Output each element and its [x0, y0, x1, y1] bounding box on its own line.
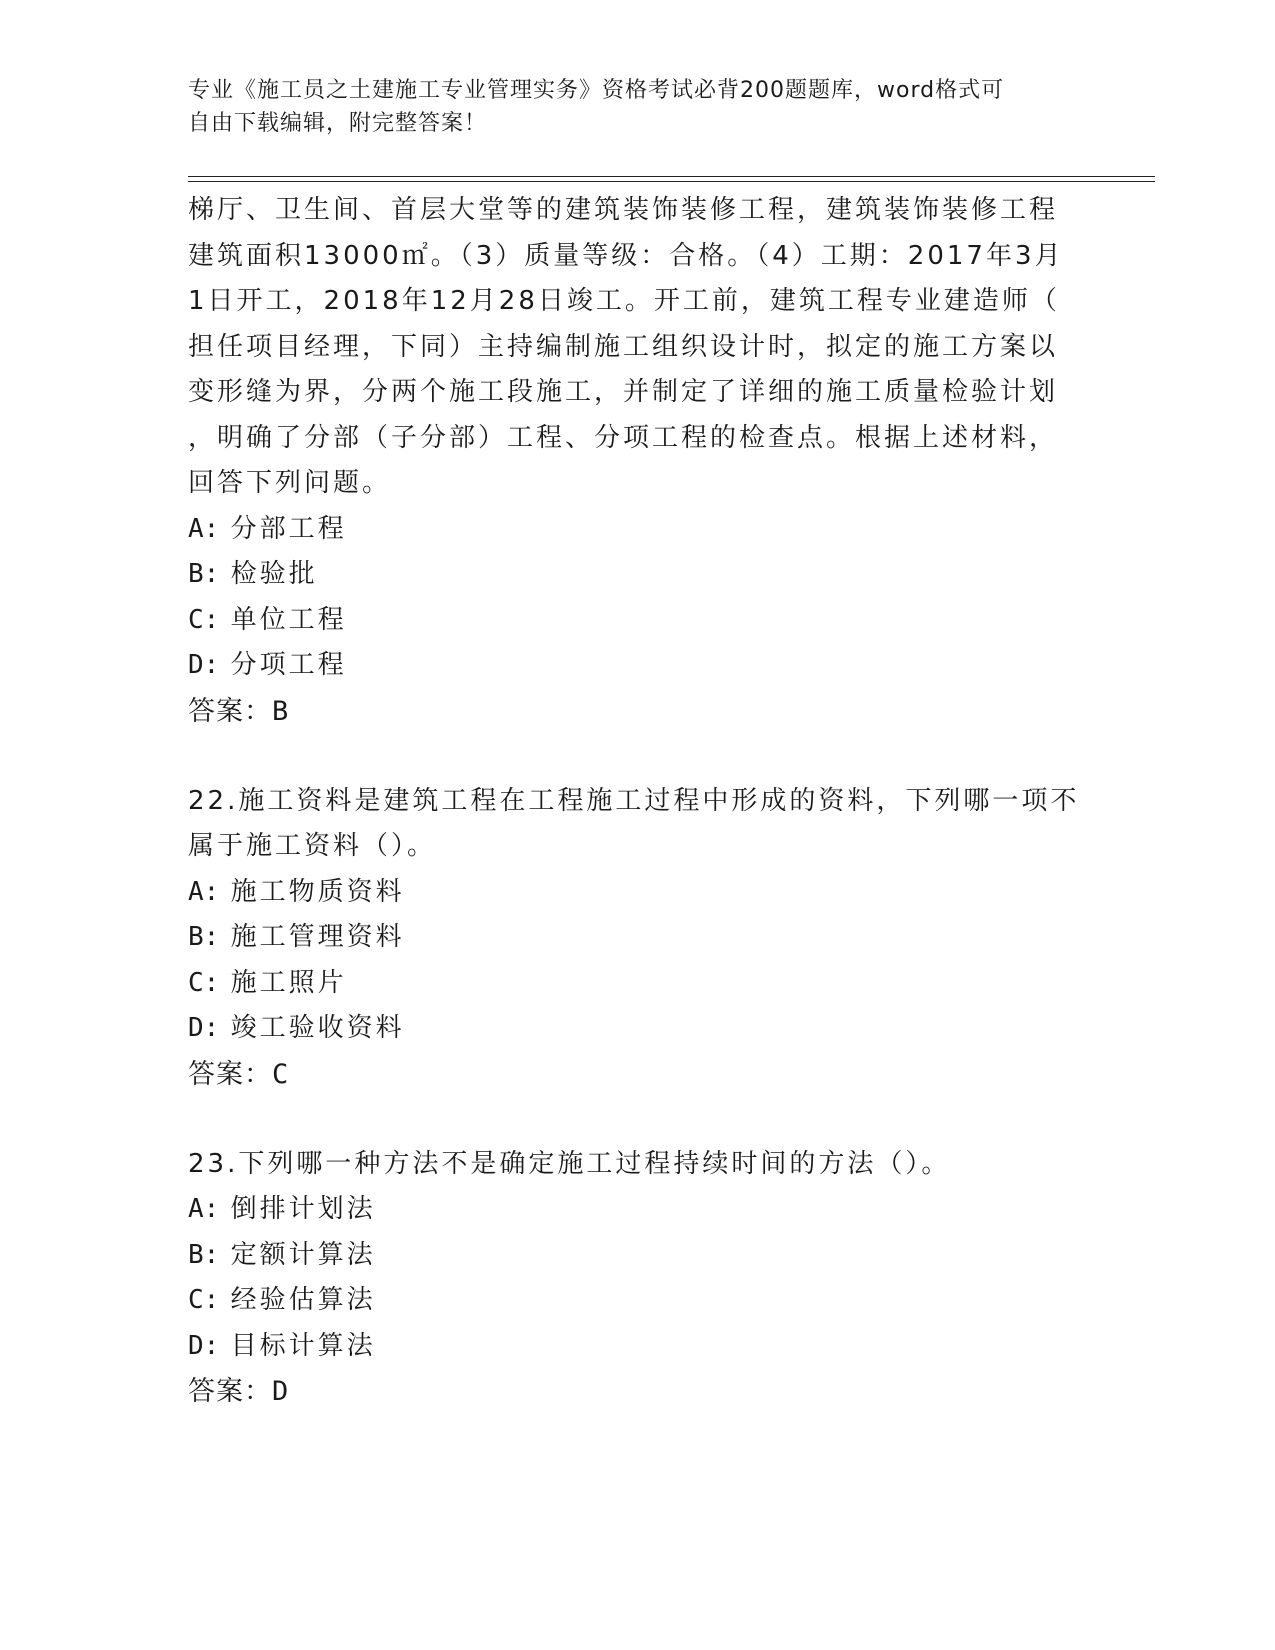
header-rule-bottom	[188, 181, 1155, 182]
question-23-option-a	[188, 1187, 1138, 1233]
option-text: 经验估算法	[230, 1285, 376, 1315]
question-22-option-b	[188, 915, 1138, 961]
document-header	[188, 74, 1088, 140]
question-content	[188, 188, 1138, 1415]
option-text: 施工物质资料	[230, 876, 405, 907]
question-21-option-a	[188, 507, 1138, 553]
question-spacer	[188, 1098, 1138, 1142]
option-letter: C:	[188, 604, 220, 635]
option-text: 检验批	[230, 559, 318, 589]
answer-value: D	[272, 1376, 290, 1407]
option-letter: A:	[188, 876, 220, 907]
question-22-option-d	[188, 1006, 1138, 1052]
option-text: 倒排计划法	[230, 1194, 376, 1224]
option-text: 施工照片	[230, 967, 347, 998]
header-rule-top	[188, 176, 1155, 177]
option-letter: D:	[188, 1330, 220, 1361]
question-21	[188, 188, 1138, 735]
question-23-option-c	[188, 1278, 1138, 1324]
option-text: 分项工程	[230, 650, 347, 680]
question-21-stem-line-3: 1日开工，2018年12月28日竣工。开工前，建筑工程专业建造师（	[188, 286, 1060, 316]
option-text: 施工管理资料	[230, 922, 405, 952]
option-letter: D:	[188, 650, 220, 680]
answer-label: 答案：	[188, 695, 272, 727]
question-21-stem-line-2: 建筑面积13000㎡。（3）质量等级：合格。（4）工期：2017年3月	[188, 240, 1064, 271]
option-letter: C:	[188, 1285, 220, 1315]
question-22	[188, 779, 1138, 1098]
option-text: 单位工程	[230, 604, 347, 635]
question-21-stem-line-4: 担任项目经理，下同）主持编制施工组织设计时，拟定的施工方案以	[188, 331, 1059, 362]
question-23-option-d	[188, 1324, 1138, 1370]
answer-label: 答案：	[188, 1376, 272, 1407]
option-text: 目标计算法	[230, 1330, 376, 1361]
answer-value: B	[272, 695, 290, 727]
question-22-answer	[188, 1052, 1138, 1098]
question-21-option-c	[188, 598, 1138, 644]
question-23	[188, 1142, 1138, 1416]
option-letter: C:	[188, 967, 220, 998]
question-23-answer	[188, 1369, 1138, 1415]
question-23-stem-line-1: 23.下列哪一种方法不是确定施工过程持续时间的方法（）。	[188, 1148, 951, 1179]
option-text: 定额计算法	[230, 1239, 376, 1270]
question-21-stem-line-5: 变形缝为界，分两个施工段施工，并制定了详细的施工质量检验计划	[188, 377, 1059, 407]
question-23-option-b	[188, 1233, 1138, 1279]
option-letter: D:	[188, 1013, 220, 1043]
option-letter: A:	[188, 513, 220, 544]
question-22-stem-line-1: 22.施工资料是建筑工程在工程施工过程中形成的资料，下列哪一项不	[188, 785, 1080, 816]
option-letter: B:	[188, 559, 220, 589]
question-21-answer	[188, 689, 1138, 735]
question-spacer	[188, 735, 1138, 779]
question-21-stem-line-6: ，明确了分部（子分部）工程、分项工程的检查点。根据上述材料，	[188, 422, 1059, 453]
option-letter: A:	[188, 1194, 220, 1224]
option-letter: B:	[188, 922, 220, 952]
option-text: 分部工程	[230, 513, 347, 544]
option-letter: B:	[188, 1239, 220, 1270]
question-21-stem-line-7: 回答下列问题。	[188, 468, 392, 498]
answer-label: 答案：	[188, 1058, 272, 1090]
option-text: 竣工验收资料	[230, 1013, 405, 1043]
question-21-option-b	[188, 552, 1138, 598]
header-title-line-2: 自由下载编辑，附完整答案！	[188, 111, 488, 136]
header-title-line-1: 专业《施工员之土建施工专业管理实务》资格考试必背200题题库，word格式可	[188, 78, 1005, 103]
question-21-option-d	[188, 643, 1138, 689]
question-21-stem-line-1: 梯厅、卫生间、首层大堂等的建筑装饰装修工程，建筑装饰装修工程	[188, 195, 1059, 225]
question-22-option-a	[188, 870, 1138, 916]
question-22-stem-line-2: 属于施工资料（）。	[188, 831, 437, 861]
question-22-option-c	[188, 961, 1138, 1007]
answer-value: C	[272, 1058, 290, 1090]
